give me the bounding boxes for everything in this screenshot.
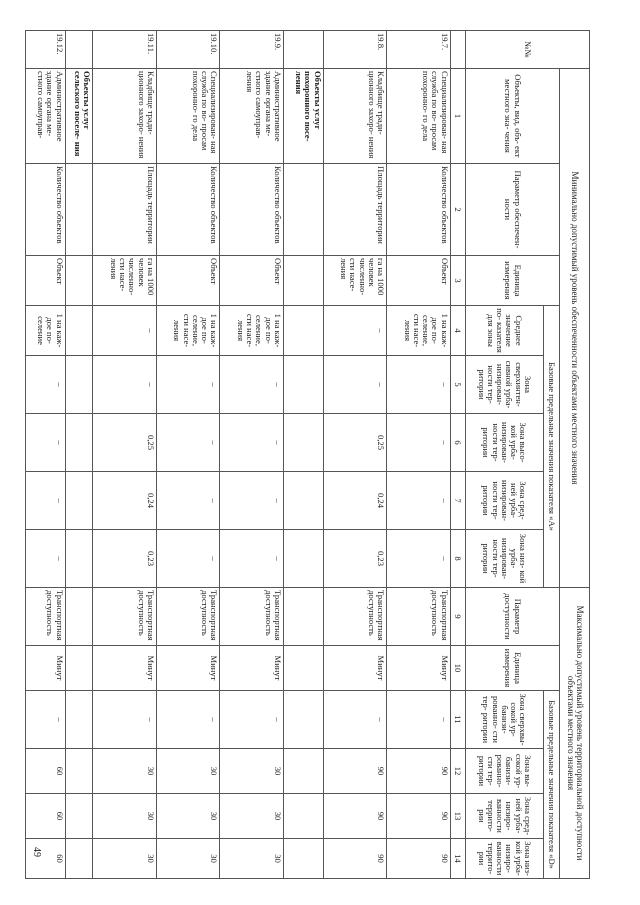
table-cell: 30: [220, 749, 284, 794]
table-cell: –: [387, 530, 451, 588]
header-zone3-d: Зона сред- ней урба- низиро- ванности террито- рии: [465, 794, 543, 839]
table-cell: 0,23: [323, 530, 387, 588]
table-row: [93, 31, 157, 879]
table-cell: –: [26, 414, 66, 472]
section-row: [65, 31, 93, 879]
table-cell: 0,25: [323, 414, 387, 472]
col-number: 2: [450, 164, 465, 256]
col-number: 12: [450, 749, 465, 794]
header-param-a: Параметр обеспечен- ности: [465, 164, 560, 256]
table-cell: 19.7.: [387, 31, 451, 69]
section-row: [283, 31, 323, 879]
table-cell: –: [387, 414, 451, 472]
table-cell: 19.11.: [93, 31, 157, 69]
table-row: [387, 31, 451, 879]
table-cell: 19.9.: [220, 31, 284, 69]
document-sheet: [25, 30, 590, 876]
table-cell: Административное здание органа ме- стного самоуправ-: [26, 69, 66, 164]
table-cell: 30: [156, 749, 220, 794]
col-number: 9: [450, 588, 465, 646]
header-row-1: [560, 31, 590, 879]
table-cell: 90: [387, 749, 451, 794]
table-cell: Минут: [156, 646, 220, 691]
col-number: 1: [450, 69, 465, 164]
table-cell: 1 на каж- дое по- селение: [26, 306, 66, 356]
table-cell: Количество объектов: [156, 164, 220, 256]
table-cell: 0,24: [93, 472, 157, 530]
table-row: [323, 31, 387, 879]
table-cell: 19.10.: [156, 31, 220, 69]
table-cell: –: [220, 530, 284, 588]
table-cell: 19.8.: [323, 31, 387, 69]
table-cell: –: [93, 356, 157, 414]
header-base-a: Базовые предельные значения показателя «A»: [543, 306, 559, 588]
table-cell: 90: [323, 839, 387, 879]
table-cell: –: [323, 691, 387, 749]
table-cell: –: [156, 356, 220, 414]
table-cell: 30: [156, 794, 220, 839]
standards-table: [25, 30, 590, 879]
header-zone2-d: Зона вы- сокой ур- банизи- рованно- сти тер- ритории: [465, 749, 543, 794]
table-cell: –: [387, 472, 451, 530]
table-cell: Транспортная доступность: [387, 588, 451, 646]
table-cell: 90: [323, 749, 387, 794]
section-title: Объекты услуг похоронного посе- ления: [283, 69, 323, 164]
table-cell: 0,23: [93, 530, 157, 588]
table-cell: Объект: [220, 256, 284, 306]
table-cell: –: [387, 691, 451, 749]
table-cell: –: [26, 356, 66, 414]
table-cell: 90: [323, 794, 387, 839]
table-cell: –: [387, 356, 451, 414]
header-no: №№: [465, 31, 589, 69]
table-cell: –: [220, 472, 284, 530]
table-cell: –: [26, 691, 66, 749]
table-cell: –: [220, 414, 284, 472]
table-cell: Транспортная доступность: [220, 588, 284, 646]
table-cell: Объект: [387, 256, 451, 306]
col-number: 5: [450, 356, 465, 414]
col-number: 4: [450, 306, 465, 356]
table-cell: Объект: [26, 256, 66, 306]
table-cell: Транспортная доступность: [26, 588, 66, 646]
table-cell: Количество объектов: [26, 164, 66, 256]
table-cell: Специализирован- ная служба по во- просам похоронно- го дела: [387, 69, 451, 164]
col-number: 11: [450, 691, 465, 749]
table-cell: –: [156, 472, 220, 530]
table-cell: Количество объектов: [220, 164, 284, 256]
table-cell: 30: [93, 749, 157, 794]
table-cell: –: [323, 306, 387, 356]
table-cell: 30: [220, 839, 284, 879]
table-cell: 1 на каж- дое по- селение, сти насе- ления: [387, 306, 451, 356]
header-zone4-a: Зона низ- кой урба- низирован- ности тер- ритории: [465, 530, 543, 588]
table-cell: 30: [156, 839, 220, 879]
table-cell: 0,24: [323, 472, 387, 530]
table-cell: –: [220, 356, 284, 414]
col-number: 10: [450, 646, 465, 691]
table-cell: Кладбище тради- ционного захоро- нения: [323, 69, 387, 164]
table-cell: 30: [93, 839, 157, 879]
header-base-d: Базовые предельные значения показателя «D»: [543, 691, 559, 879]
col-number: 7: [450, 472, 465, 530]
col-number: 14: [450, 839, 465, 879]
header-param-d: Параметр доступности: [465, 588, 560, 646]
table-cell: га на 1000 человек численно- сти насе- ления: [323, 256, 387, 306]
page-number: 49: [31, 847, 42, 857]
table-cell: –: [156, 530, 220, 588]
header-max-level: Максимально допустимый уровень территориальной доступности объектами местного значения: [560, 588, 590, 879]
table-cell: Минут: [323, 646, 387, 691]
table-cell: 30: [93, 794, 157, 839]
table-cell: 90: [387, 794, 451, 839]
table-cell: Специализирован- ная служба по во- просам похоронно- го дела: [156, 69, 220, 164]
table-body: [26, 31, 451, 879]
table-cell: –: [156, 691, 220, 749]
table-cell: 0,25: [93, 414, 157, 472]
header-row-2: [543, 31, 559, 879]
col-number: 3: [450, 256, 465, 306]
table-cell: 19.12.: [26, 31, 66, 69]
table-cell: 60: [26, 794, 66, 839]
column-number-row: [450, 31, 465, 879]
table-cell: –: [26, 530, 66, 588]
table-cell: –: [26, 472, 66, 530]
table-cell: га на 1000 человек численно- сти насе- ления: [93, 256, 157, 306]
table-cell: –: [93, 691, 157, 749]
table-cell: Транспортная доступность: [323, 588, 387, 646]
header-zone1-a: Зона сверхинтен- сивной урба- низирован- ности тер- ритории: [465, 356, 543, 414]
table-cell: 60: [26, 749, 66, 794]
col-number: 13: [450, 794, 465, 839]
header-object: Объекты, вид, объ- ект местного зна- чения: [465, 69, 560, 164]
table-cell: –: [323, 356, 387, 414]
table-cell: Количество объектов: [387, 164, 451, 256]
table-cell: Площадь территории: [93, 164, 157, 256]
table-cell: –: [93, 306, 157, 356]
table-cell: 1 на каж- дое по- селение, сти насе- ления: [156, 306, 220, 356]
table-row: [26, 31, 66, 879]
section-title: Объекты услуг сельского поселе- ния: [65, 69, 93, 164]
table-cell: Минут: [26, 646, 66, 691]
header-zone2-a: Зона высо- кой урба- низирован- ности тер- ритории: [465, 414, 543, 472]
table-cell: Объект: [156, 256, 220, 306]
header-unit-d: Единица измерения: [465, 646, 560, 691]
table-cell: Транспортная доступность: [156, 588, 220, 646]
table-cell: 1 на каж- дое по- селение, сти насе- ления: [220, 306, 284, 356]
header-zone1-d: Зона сверхвы- сокой ур- банизи- рованно- сти тер- ритории: [465, 691, 543, 749]
table-cell: Транспортная доступность: [93, 588, 157, 646]
col-number: 6: [450, 414, 465, 472]
header-zone3-a: Зона сред- ней урба- низирован- ности тер- ритории: [465, 472, 543, 530]
table-cell: Минут: [387, 646, 451, 691]
table-cell: 60: [26, 839, 66, 879]
table-cell: –: [220, 691, 284, 749]
table-cell: Административное здание органа ме- стного самоуправ- ления: [220, 69, 284, 164]
header-avg-a: Среднее значение по- казателя для зоны: [465, 306, 543, 356]
col-number: 8: [450, 530, 465, 588]
table-cell: Минут: [220, 646, 284, 691]
table-cell: 90: [387, 839, 451, 879]
table-row: [156, 31, 220, 879]
header-min-level: Минимально допустимый уровень обеспеченности объектами местного значения: [560, 69, 590, 588]
table-cell: Кладбище тради- ционного захоро- нения: [93, 69, 157, 164]
table-cell: –: [156, 414, 220, 472]
header-unit-a: Единица измерения: [465, 256, 560, 306]
table-row: [220, 31, 284, 879]
header-zone4-d: Зона низ- кой урба- низиро- ванности террито- рии: [465, 839, 543, 879]
table-cell: 30: [220, 794, 284, 839]
table-cell: Площадь территории: [323, 164, 387, 256]
table-cell: Минут: [93, 646, 157, 691]
